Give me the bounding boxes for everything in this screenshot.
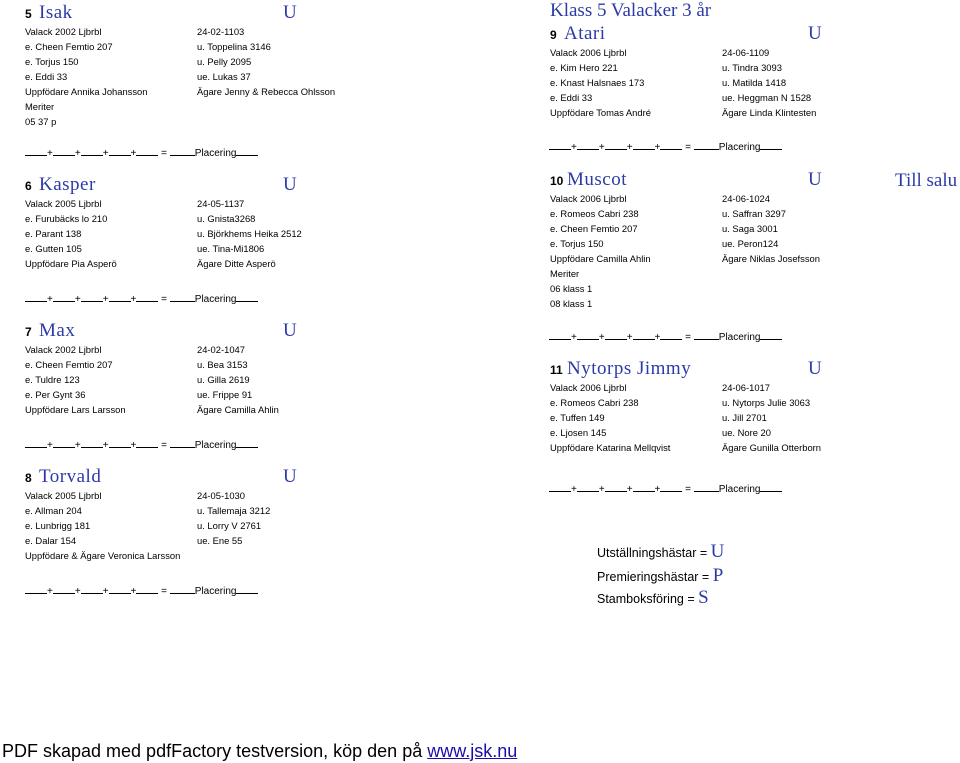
score-blank[interactable]: [53, 292, 75, 302]
entry-row: [550, 281, 850, 296]
plus-sign: +: [102, 294, 109, 305]
row-right-text: ue. Tina-Mi1806: [197, 243, 265, 254]
legend-item: [597, 587, 709, 609]
row-right-text: 24-05-1137: [197, 198, 245, 209]
entry-row: [25, 548, 325, 563]
entry-row: [25, 488, 325, 503]
score-blank[interactable]: [660, 140, 682, 150]
legend-item: [597, 541, 724, 563]
row-left-text: e. Kim Hero 221: [550, 62, 618, 73]
row-left-text: e. Torjus 150: [25, 56, 79, 67]
plus-sign: +: [130, 294, 137, 305]
row-left-text: e. Furubäcks lo 210: [25, 213, 108, 224]
entry-row: [550, 410, 850, 425]
section-title: Klass 5 Valacker 3 år: [550, 0, 712, 21]
plus-sign: +: [47, 148, 53, 159]
plus-sign: +: [74, 440, 81, 451]
score-blank[interactable]: [109, 146, 131, 156]
row-right-text: u. Saffran 3297: [722, 208, 786, 219]
row-right-text: u. Björkhems Heika 2512: [197, 228, 302, 239]
score-blank[interactable]: [577, 330, 599, 340]
entry-header: [25, 172, 325, 196]
horse-name: Atari: [564, 23, 606, 44]
score-blank[interactable]: [25, 146, 47, 156]
entry-row: [25, 402, 325, 417]
row-right-text: 24-06-1017: [722, 382, 770, 393]
score-blank[interactable]: [760, 482, 782, 492]
plus-sign: +: [130, 586, 137, 597]
horse-entry: [550, 167, 850, 311]
horse-entry: [25, 172, 325, 271]
placering-label: Placering: [194, 148, 237, 159]
score-blank[interactable]: [25, 438, 47, 448]
row-right-text: Ägare Gunilla Otterborn: [722, 442, 822, 453]
entry-header: [25, 464, 325, 488]
entry-row: [25, 99, 325, 114]
entry-row: [25, 357, 325, 372]
entry-row: [550, 105, 850, 120]
equals-sign: =: [161, 148, 167, 159]
row-left-text: Uppfödare Pia Asperö: [25, 258, 117, 269]
entry-row: [550, 191, 850, 206]
pdf-footer: [2, 741, 517, 762]
plus-sign: +: [74, 148, 81, 159]
row-left-text: e. Cheen Femtio 207: [25, 41, 113, 52]
score-blank[interactable]: [694, 140, 719, 150]
entry-row: [550, 380, 850, 395]
row-right-text: u. Saga 3001: [722, 223, 778, 234]
entry-row: [25, 196, 325, 211]
row-right-text: u. Gilla 2619: [197, 374, 250, 385]
class-code: U: [808, 23, 822, 44]
equals-sign: =: [161, 294, 167, 305]
plus-sign: +: [626, 142, 633, 153]
score-blank[interactable]: [136, 438, 158, 448]
score-line: [549, 330, 782, 343]
row-left-text: e. Torjus 150: [550, 238, 604, 249]
score-blank[interactable]: [136, 584, 158, 594]
score-blank[interactable]: [109, 438, 131, 448]
score-blank[interactable]: [549, 140, 571, 150]
class-code: U: [283, 466, 297, 487]
plus-sign: +: [571, 484, 577, 495]
row-left-text: e. Eddi 33: [25, 71, 68, 82]
row-left-text: e. Cheen Femtio 207: [25, 359, 113, 370]
score-blank[interactable]: [81, 438, 103, 448]
plus-sign: +: [626, 484, 633, 495]
entry-number: 9: [550, 28, 557, 42]
plus-sign: +: [47, 586, 53, 597]
horse-entry: [25, 318, 325, 417]
row-right-text: u. Pelly 2095: [197, 56, 252, 67]
row-left-text: e. Romeos Cabri 238: [550, 397, 639, 408]
row-left-text: e. Eddi 33: [550, 92, 593, 103]
entry-row: [550, 440, 850, 455]
score-blank[interactable]: [577, 482, 599, 492]
entry-row: [25, 211, 325, 226]
score-blank[interactable]: [760, 330, 782, 340]
legend-item: [597, 565, 723, 587]
plus-sign: +: [47, 440, 53, 451]
row-right-text: Ägare Camilla Ahlin: [197, 404, 279, 415]
row-left-text: Valack 2006 Ljbrbl: [550, 382, 627, 393]
row-right-text: ue. Ene 55: [197, 535, 243, 546]
score-blank[interactable]: [25, 584, 47, 594]
score-blank[interactable]: [236, 146, 258, 156]
row-left-text: e. Tuldre 123: [25, 374, 80, 385]
entry-row: [25, 503, 325, 518]
entry-header: [25, 0, 325, 24]
row-left-text: Valack 2002 Ljbrbl: [25, 344, 102, 355]
score-blank[interactable]: [633, 330, 655, 340]
legend-symbol: U: [710, 541, 725, 562]
score-blank[interactable]: [605, 140, 627, 150]
score-blank[interactable]: [660, 482, 682, 492]
row-right-text: u. Matilda 1418: [722, 77, 787, 88]
score-blank[interactable]: [136, 146, 158, 156]
row-right-text: u. Toppelina 3146: [197, 41, 271, 52]
horse-name: Isak: [39, 2, 73, 23]
row-left-text: e. Dalar 154: [25, 535, 77, 546]
row-left-text: e. Knast Halsnaes 173: [550, 77, 645, 88]
score-blank[interactable]: [109, 292, 131, 302]
row-right-text: u. Nytorps Julie 3063: [722, 397, 811, 408]
horse-entry: [550, 21, 850, 120]
row-left-text: Uppfödare Katarina Mellqvist: [550, 442, 671, 453]
score-blank[interactable]: [694, 482, 719, 492]
entry-row: [25, 372, 325, 387]
horse-name: Kasper: [39, 174, 96, 195]
legend-label: Premieringshästar =: [597, 570, 710, 584]
score-line: [549, 482, 782, 495]
score-blank[interactable]: [605, 330, 627, 340]
entry-row: [550, 296, 850, 311]
entry-row: [550, 395, 850, 410]
score-blank[interactable]: [236, 292, 258, 302]
class-code: U: [283, 320, 297, 341]
entry-row: [25, 342, 325, 357]
row-right-text: 24-06-1024: [722, 193, 770, 204]
row-left-text: e. Allman 204: [25, 505, 82, 516]
entry-row: [25, 226, 325, 241]
row-left-text: e. Per Gynt 36: [25, 389, 86, 400]
plus-sign: +: [47, 294, 53, 305]
horse-entry: [550, 356, 850, 455]
score-blank[interactable]: [136, 292, 158, 302]
score-blank[interactable]: [633, 140, 655, 150]
row-right-text: ue. Peron124: [722, 238, 779, 249]
score-blank[interactable]: [694, 330, 719, 340]
equals-sign: =: [685, 332, 691, 343]
row-right-text: 24-02-1047: [197, 344, 245, 355]
score-blank[interactable]: [81, 146, 103, 156]
score-line: [25, 438, 258, 451]
plus-sign: +: [130, 440, 137, 451]
row-left-text: e. Tuffen 149: [550, 412, 605, 423]
score-blank[interactable]: [170, 584, 195, 594]
score-blank[interactable]: [577, 140, 599, 150]
score-line: [25, 292, 258, 305]
placering-label: Placering: [718, 332, 761, 343]
entry-header: [25, 318, 325, 342]
score-blank[interactable]: [53, 146, 75, 156]
legend-label: Stamboksföring =: [597, 592, 695, 606]
score-blank[interactable]: [170, 438, 195, 448]
equals-sign: =: [685, 484, 691, 495]
entry-row: [550, 266, 850, 281]
row-right-text: u. Tallemaja 3212: [197, 505, 271, 516]
entry-row: [550, 221, 850, 236]
row-left-text: Uppfödare Annika Johansson: [25, 86, 148, 97]
horse-entry: [25, 0, 336, 129]
row-right-text: Ägare Niklas Josefsson: [722, 253, 820, 264]
row-left-text: Valack 2006 Ljbrbl: [550, 193, 627, 204]
score-blank[interactable]: [170, 292, 195, 302]
entry-row: [550, 251, 850, 266]
plus-sign: +: [74, 586, 81, 597]
entry-header: [550, 167, 850, 191]
row-right-text: Ägare Ditte Asperö: [197, 258, 276, 269]
row-right-text: ue. Heggman N 1528: [722, 92, 812, 103]
entry-header: [550, 356, 850, 380]
plus-sign: +: [571, 332, 577, 343]
entry-row: [550, 75, 850, 90]
entry-row: [25, 241, 325, 256]
entry-row: [25, 533, 325, 548]
row-left-text: Meriter: [25, 101, 55, 112]
horse-name: Torvald: [39, 466, 102, 487]
plus-sign: +: [654, 484, 661, 495]
footer-text: PDF skapad med pdfFactory testversion, köp den på: [2, 741, 423, 761]
row-left-text: e. Lunbrigg 181: [25, 520, 91, 531]
row-right-text: u. Lorry V 2761: [197, 520, 262, 531]
score-blank[interactable]: [81, 584, 103, 594]
class-code: U: [808, 169, 822, 190]
plus-sign: +: [130, 148, 137, 159]
score-line: [25, 584, 258, 597]
row-left-text: Uppfödare Lars Larsson: [25, 404, 126, 415]
score-blank[interactable]: [236, 584, 258, 594]
entry-row: [550, 206, 850, 221]
legend-symbol: S: [698, 587, 709, 608]
entry-row: [550, 45, 850, 60]
row-right-text: Ägare Jenny & Rebecca Ohlsson: [197, 86, 336, 97]
row-right-text: 24-05-1030: [197, 490, 245, 501]
plus-sign: +: [102, 148, 109, 159]
row-left-text: Valack 2006 Ljbrbl: [550, 47, 627, 58]
entry-row: [25, 24, 325, 39]
horse-name: Nytorps Jimmy: [567, 358, 692, 379]
plus-sign: +: [102, 440, 109, 451]
score-blank[interactable]: [236, 438, 258, 448]
placering-label: Placering: [718, 142, 761, 153]
row-left-text: e. Parant 138: [25, 228, 82, 239]
plus-sign: +: [598, 484, 605, 495]
score-blank[interactable]: [633, 482, 655, 492]
placering-label: Placering: [194, 586, 237, 597]
plus-sign: +: [102, 586, 109, 597]
entry-row: [25, 84, 336, 99]
entry-row: [25, 39, 325, 54]
equals-sign: =: [685, 142, 691, 153]
row-left-text: Uppfödare Camilla Ahlin: [550, 253, 651, 264]
entry-header: [550, 21, 850, 45]
score-blank[interactable]: [660, 330, 682, 340]
score-blank[interactable]: [549, 482, 571, 492]
score-line: [25, 146, 258, 159]
legend-symbol: P: [712, 565, 724, 586]
row-left-text: Valack 2005 Ljbrbl: [25, 490, 102, 501]
row-left-text: e. Ljosen 145: [550, 427, 607, 438]
score-blank[interactable]: [760, 140, 782, 150]
entry-row: [550, 60, 850, 75]
placering-label: Placering: [718, 484, 761, 495]
entry-row: [550, 236, 850, 251]
class-code: U: [808, 358, 822, 379]
row-right-text: 24-06-1109: [722, 47, 770, 58]
row-left-text: 06 klass 1: [550, 283, 593, 294]
row-right-text: u. Jill 2701: [722, 412, 767, 423]
row-right-text: u. Bea 3153: [197, 359, 248, 370]
class-code: U: [283, 2, 297, 23]
plus-sign: +: [654, 142, 661, 153]
row-right-text: ue. Frippe 91: [197, 389, 253, 400]
entry-number: 8: [25, 471, 32, 485]
row-right-text: ue. Nore 20: [722, 427, 771, 438]
entry-number: 11: [550, 363, 563, 377]
placering-label: Placering: [194, 294, 237, 305]
entry-number: 10: [550, 174, 564, 188]
entry-row: [25, 69, 325, 84]
till-salu-label: Till salu: [895, 170, 958, 191]
entry-row: [25, 54, 325, 69]
row-left-text: Uppfödare & Ägare Veronica Larsson: [25, 550, 181, 561]
score-blank[interactable]: [109, 584, 131, 594]
placering-label: Placering: [194, 440, 237, 451]
plus-sign: +: [626, 332, 633, 343]
row-left-text: Valack 2002 Ljbrbl: [25, 26, 102, 37]
score-blank[interactable]: [53, 438, 75, 448]
entry-number: 7: [25, 325, 32, 339]
score-blank[interactable]: [170, 146, 195, 156]
equals-sign: =: [161, 440, 167, 451]
row-left-text: e. Romeos Cabri 238: [550, 208, 639, 219]
plus-sign: +: [74, 294, 81, 305]
horse-entry: [25, 464, 325, 563]
entry-row: [25, 256, 325, 271]
legend-label: Utställningshästar =: [597, 546, 708, 560]
plus-sign: +: [654, 332, 661, 343]
row-right-text: u. Gnista3268: [197, 213, 256, 224]
entry-row: [25, 518, 325, 533]
row-right-text: ue. Lukas 37: [197, 71, 251, 82]
plus-sign: +: [571, 142, 577, 153]
entry-number: 5: [25, 7, 32, 21]
plus-sign: +: [598, 332, 605, 343]
row-left-text: 08 klass 1: [550, 298, 593, 309]
row-left-text: Meriter: [550, 268, 580, 279]
row-right-text: Ägare Linda Klintesten: [722, 107, 817, 118]
row-left-text: e. Gutten 105: [25, 243, 82, 254]
row-right-text: u. Tindra 3093: [722, 62, 782, 73]
footer-link[interactable]: www.jsk.nu: [427, 741, 518, 761]
row-left-text: Uppfödare Tomas André: [550, 107, 651, 118]
score-blank[interactable]: [25, 292, 47, 302]
row-left-text: Valack 2005 Ljbrbl: [25, 198, 102, 209]
class-code: U: [283, 174, 297, 195]
entry-row: [25, 387, 325, 402]
score-blank[interactable]: [53, 584, 75, 594]
row-left-text: 05 37 p: [25, 116, 57, 127]
entry-row: [550, 90, 850, 105]
score-blank[interactable]: [549, 330, 571, 340]
equals-sign: =: [161, 586, 167, 597]
plus-sign: +: [598, 142, 605, 153]
score-line: [549, 140, 782, 153]
horse-name: Muscot: [567, 169, 627, 190]
horse-name: Max: [39, 320, 76, 341]
score-blank[interactable]: [81, 292, 103, 302]
row-left-text: e. Cheen Femtio 207: [550, 223, 638, 234]
entry-row: [550, 425, 850, 440]
score-blank[interactable]: [605, 482, 627, 492]
entry-number: 6: [25, 179, 32, 193]
entry-row: [25, 114, 325, 129]
row-right-text: 24-02-1103: [197, 26, 245, 37]
